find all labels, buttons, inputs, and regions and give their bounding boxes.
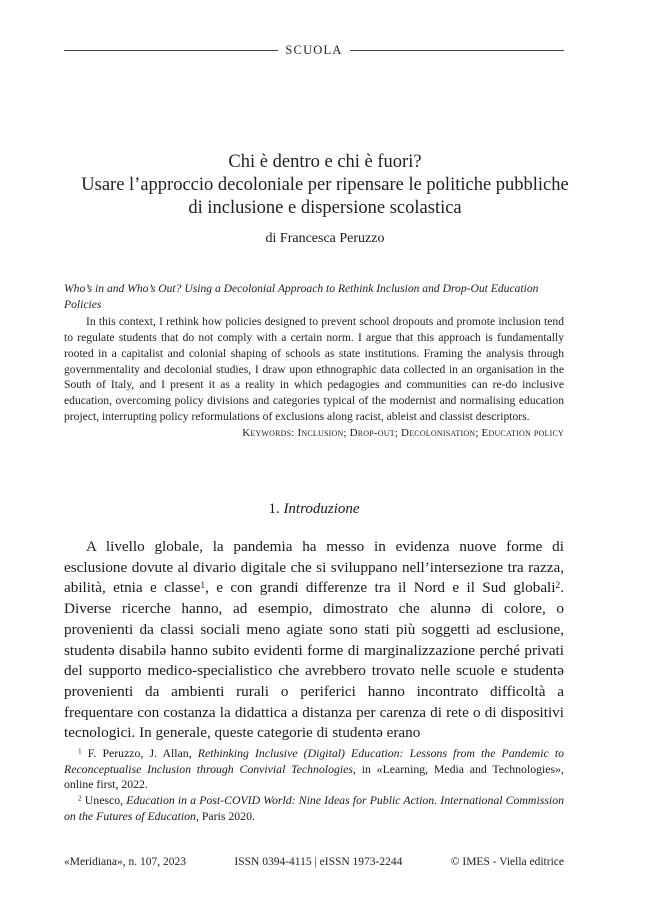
issn-info: ISSN 0394-4115 | eISSN 1973-2244 (234, 856, 403, 868)
body-text: , e con grandi differenze tra il Nord e il Sud globali (205, 579, 556, 597)
section-label: SCUOLA (285, 42, 343, 57)
keywords-list: Inclusion; Drop-out; Decolonisation; Education policy (297, 427, 564, 440)
footnotes (64, 746, 564, 825)
title-line: Usare l’approccio decoloniale per ripensare le politiche pubbliche (81, 175, 569, 195)
abstract (64, 281, 564, 442)
footnote-rest: , in «Learning, Media and Technologies», online first, 2022. (64, 761, 564, 792)
title-line: Chi è dentro e chi è fuori? (228, 152, 422, 172)
journal-info: «Meridiana», n. 107, 2023 (64, 856, 187, 868)
section-title: Introduzione (283, 501, 360, 517)
header-rule-left (64, 50, 278, 51)
footnote-ref[interactable]: 2 (555, 581, 561, 592)
section-number: 1. (268, 501, 280, 517)
english-title: Who’s in and Who’s Out? Using a Decolonial Approach to Rethink Inclusion and Drop-Out Education Policies (64, 282, 539, 311)
footnote-number: 2 (78, 793, 82, 803)
body-text: A livello globale, la pandemia ha messo in evidenza nuove forme di esclusione dovute al divario digitale che si sviluppano nell’intersezione tra razza, abilità, etnia e classe (64, 538, 564, 597)
page-footer (64, 856, 564, 868)
footnote-1 (64, 746, 564, 793)
body-paragraph (64, 537, 564, 744)
footnote-number: 1 (78, 746, 82, 756)
footnote-rest: , Paris 2020. (195, 808, 255, 823)
footnote-authors: F. Peruzzo, J. Allan, (87, 746, 192, 760)
header-rule-right (350, 50, 564, 51)
footnote-title: Education in a Post-COVID World: Nine Ideas for Public Action. International Commission on the Futures of Education (64, 793, 564, 823)
body-text: . Diverse ricerche hanno, ad esempio, dimostrato che alunnə di colore, o provenienti da classi sociali meno agiate sono stati più soggetti ad esclusione, studentə disabilə hanno subito evidenti forme di marginalizzazione perché privati del supporto medico-specialistico che avrebbero trovato nelle scuole e studentə provenienti da ambienti rurali o periferici hanno incontrato difficoltà a frequentare con costanza la didattica a distanza per carenza di rete o di dispositivi tecnologici. In generale, queste categorie di studentə erano (64, 579, 564, 742)
running-header (64, 40, 564, 60)
article-title (40, 151, 610, 220)
publisher-info: © IMES - Viella editrice (450, 856, 564, 868)
footnote-ref[interactable]: 1 (200, 581, 206, 592)
section-heading (64, 501, 564, 518)
keywords (64, 426, 564, 442)
author-name: Francesca Peruzzo (279, 231, 385, 246)
byline-prefix: di (265, 231, 277, 246)
title-line: di inclusione e dispersione scolastica (188, 198, 462, 218)
byline (40, 231, 610, 247)
footnote-authors: Unesco, (84, 793, 124, 808)
keywords-label: Keywords: (242, 427, 295, 440)
abstract-text: In this context, I rethink how policies designed to prevent school dropouts and promote inclusion tend to regulate students that do not comply with a certain norm. I argue that this approach is fundamentally rooted in a capitalist and colonial shaping of schools as state institutions. Framing the analysis through governmentality and decolonial studies, I draw upon ethnographic data collected in an organisation in the South of Italy, and I present it as a reality in which pedagogies and communities can re-do inclusive education, overcoming policy divisions and categories typical of the modernist and normalising education project, interrupting policy reformulations of exclusions along racist, ableist and classist descriptors. (64, 314, 564, 424)
footnote-title: Rethinking Inclusive (Digital) Education: Lessons from the Pandemic to Reconceptualise Inclusion through Convivial Technologies (64, 746, 564, 776)
footnote-2 (64, 793, 564, 824)
